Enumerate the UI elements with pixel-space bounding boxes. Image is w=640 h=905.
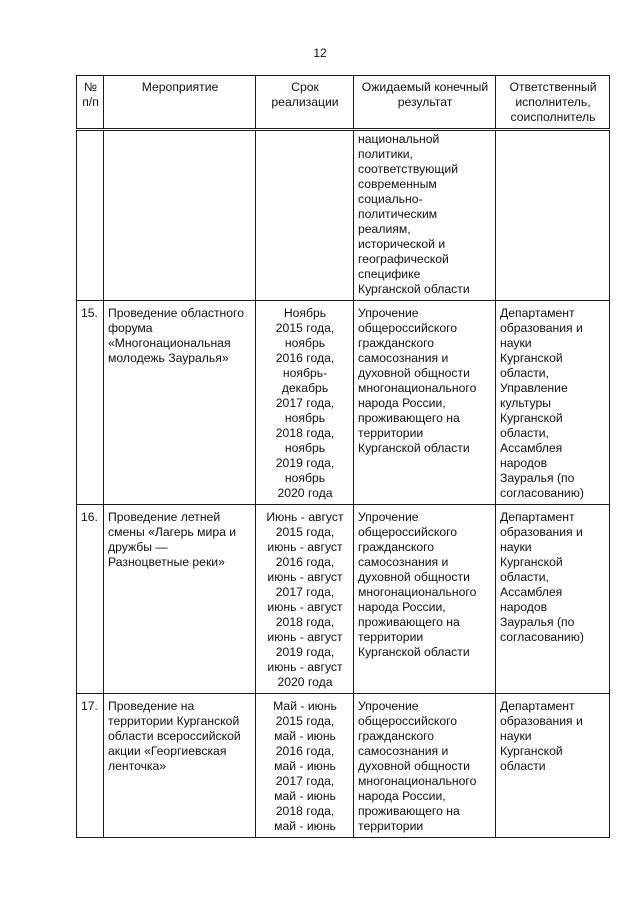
measures-table	[76, 75, 610, 838]
table-header-row	[77, 76, 610, 130]
row-responsible: Департамент образования и науки Курганской области, Управление культуры Курганской области, Ассамблея народов Зауралья (по согласованию)	[496, 301, 610, 505]
header-term: Срок реализации	[256, 76, 354, 130]
page-number: 12	[313, 46, 327, 60]
row-term: Июнь - август 2015 года, июнь - август 2016 года, июнь - август 2017 года, июнь - август 2018 года, июнь - август 2019 года, июнь - август 2020 года	[256, 505, 354, 694]
row-num: 15.	[77, 301, 104, 505]
row-event: Проведение на территории Курганской области всероссийской акции «Георгиевская ленточка»	[104, 694, 256, 838]
header-num: № п/п	[77, 76, 104, 130]
row-event: Проведение летней смены «Лагерь мира и дружбы — Разноцветные реки»	[104, 505, 256, 694]
row-result: Упрочение общероссийского гражданского самосознания и духовной общности многонационального народа России, проживающего на территории Курганской области	[354, 301, 496, 505]
row-event	[104, 130, 256, 301]
row-term	[256, 130, 354, 301]
header-responsible: Ответственный исполнитель, соисполнитель	[496, 76, 610, 130]
table-row	[77, 130, 610, 301]
row-responsible	[496, 130, 610, 301]
table-row	[77, 505, 610, 694]
header-event: Мероприятие	[104, 76, 256, 130]
row-term: Май - июнь 2015 года, май - июнь 2016 года, май - июнь 2017 года, май - июнь 2018 года, май - июнь	[256, 694, 354, 838]
row-result: Упрочение общероссийского гражданского самосознания и духовной общности многонационального народа России, проживающего на территории	[354, 694, 496, 838]
row-responsible: Департамент образования и науки Курганской области, Ассамблея народов Зауралья (по согласованию)	[496, 505, 610, 694]
row-responsible: Департамент образования и науки Курганской области	[496, 694, 610, 838]
row-num: 16.	[77, 505, 104, 694]
row-result: национальной политики, соответствующий современным социально- политическим реалиям, исторической и географической специфике Курганской области	[354, 130, 496, 301]
table-row	[77, 694, 610, 838]
row-event: Проведение областного форума «Многонациональная молодежь Зауралья»	[104, 301, 256, 505]
row-result: Упрочение общероссийского гражданского самосознания и духовной общности многонационального народа России, проживающего на территории Курганской области	[354, 505, 496, 694]
row-num	[77, 130, 104, 301]
table-row	[77, 301, 610, 505]
row-term: Ноябрь 2015 года, ноябрь 2016 года, ноябрь-декабрь 2017 года, ноябрь 2018 года, ноябрь 2019 года, ноябрь 2020 года	[256, 301, 354, 505]
row-num: 17.	[77, 694, 104, 838]
header-result: Ожидаемый конечный результат	[354, 76, 496, 130]
